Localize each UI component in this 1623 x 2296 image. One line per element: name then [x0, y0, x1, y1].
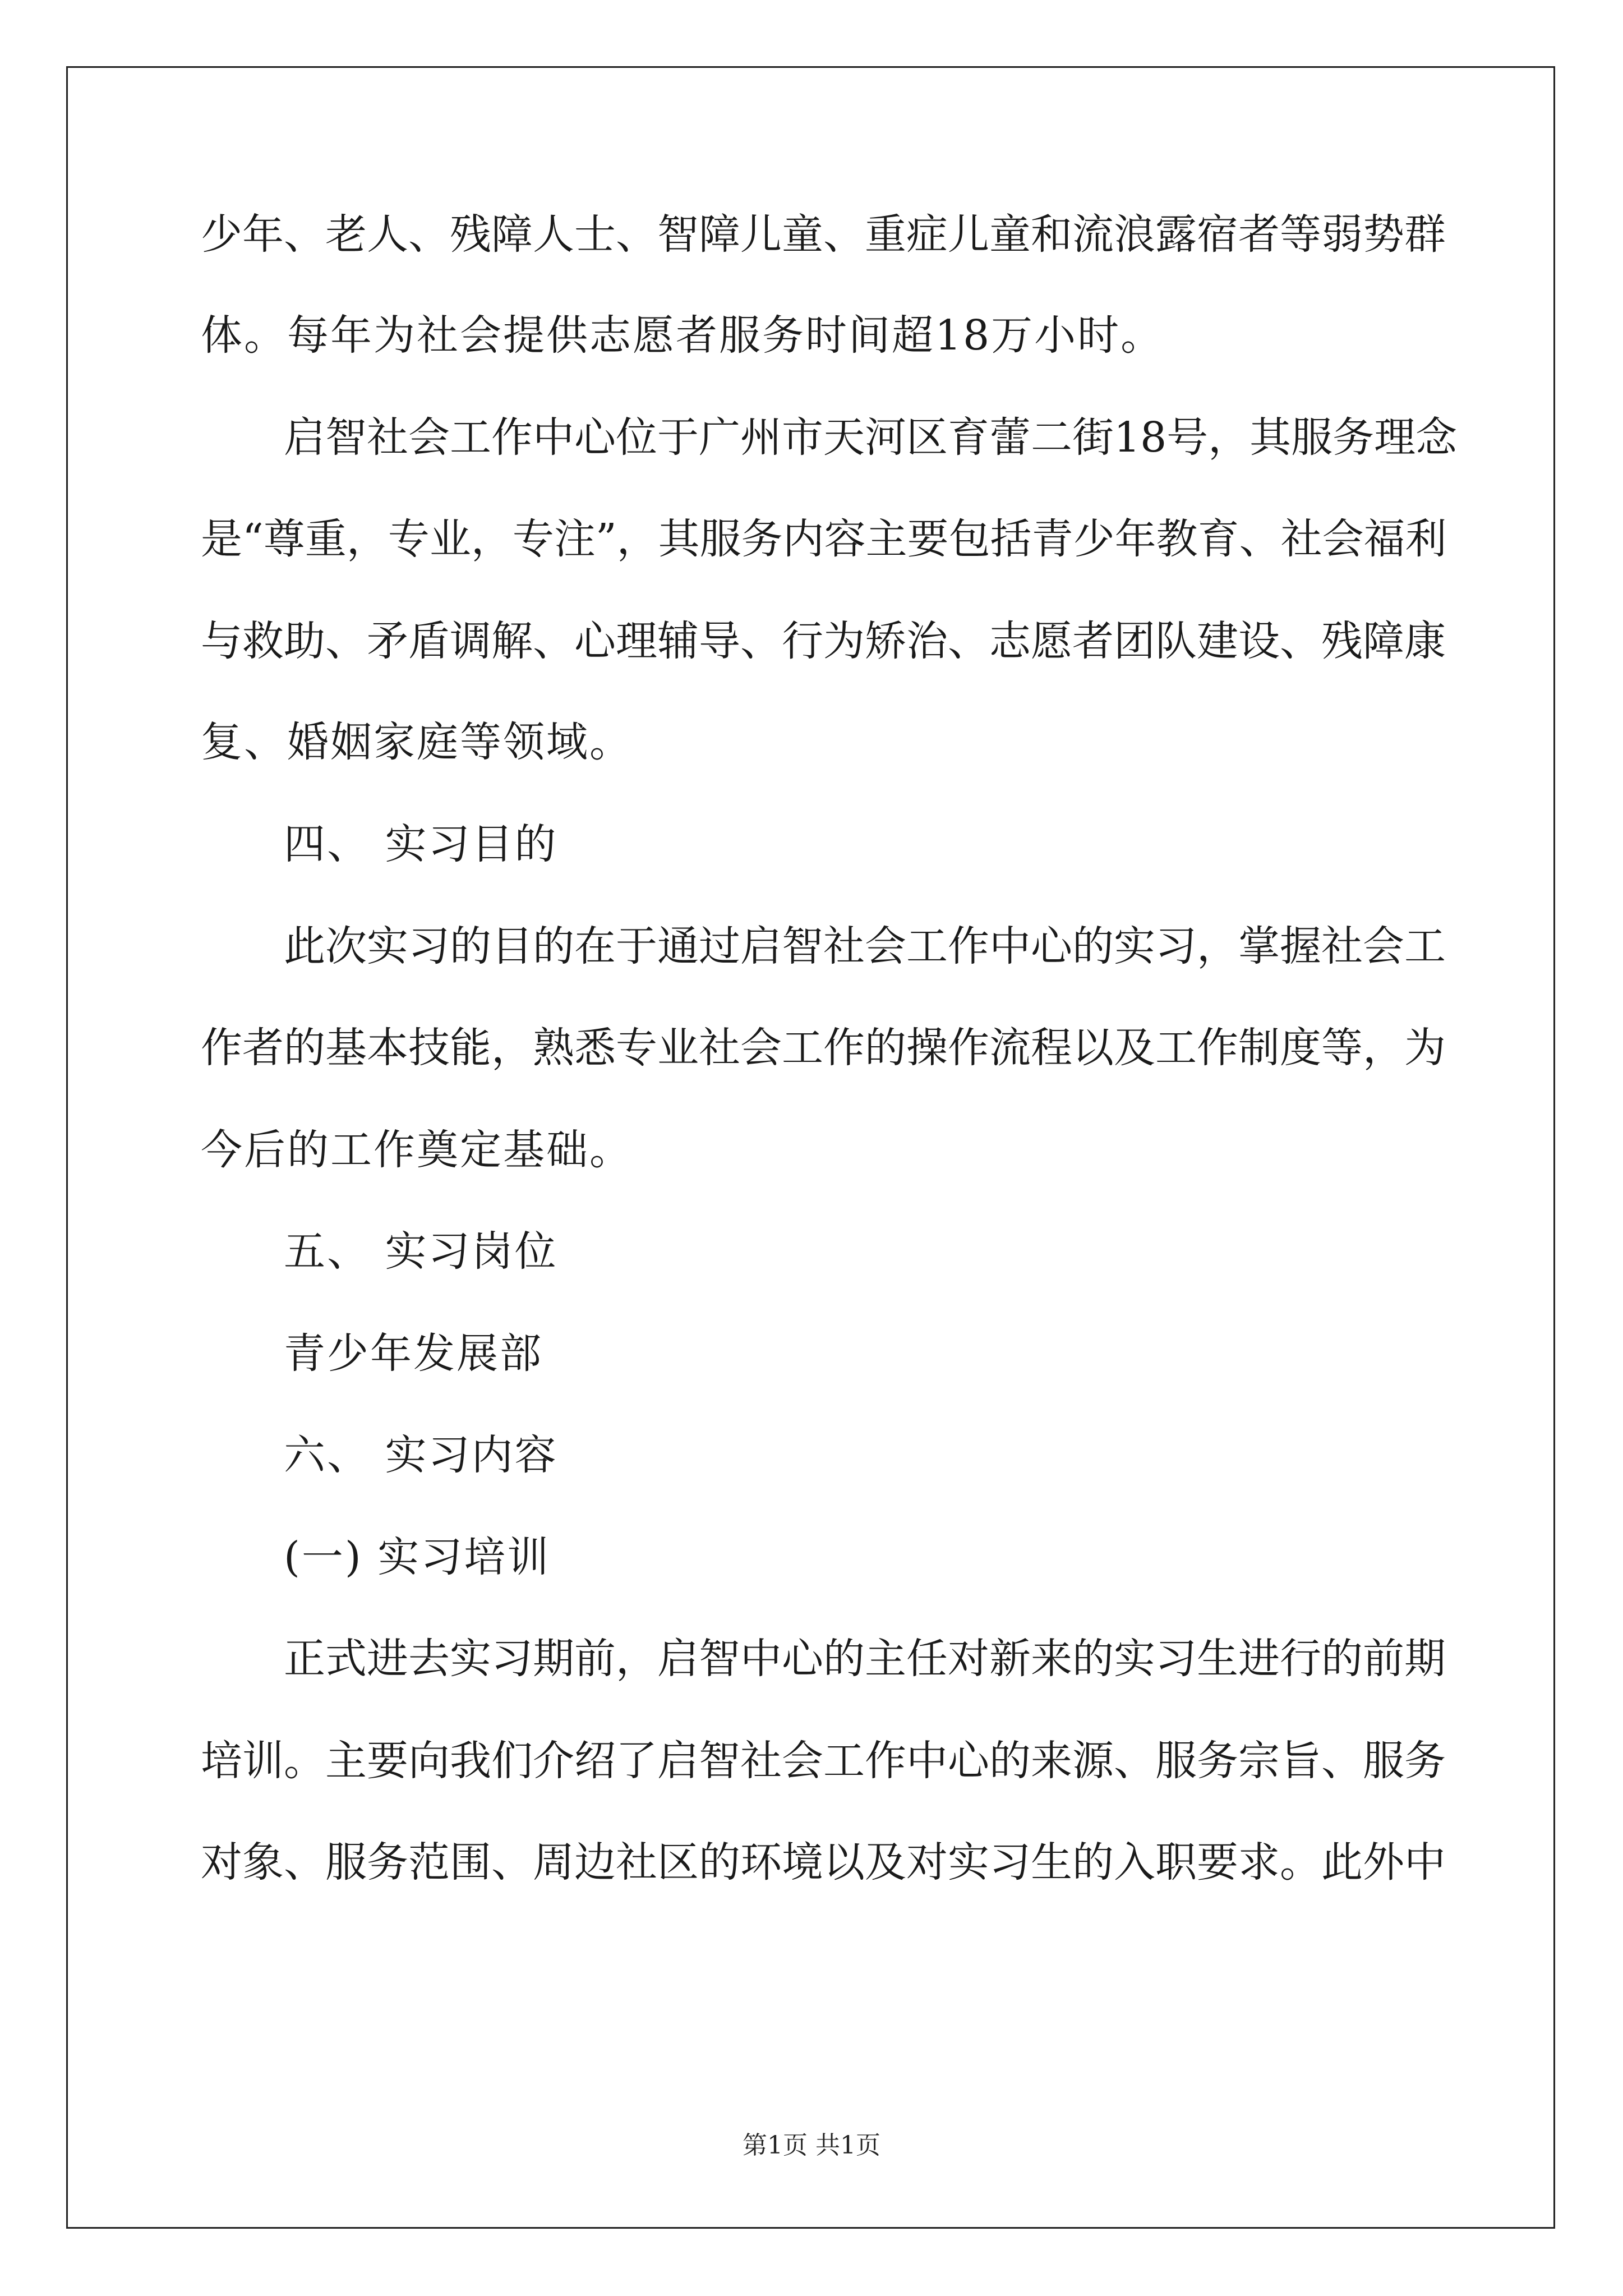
section-heading: 四、 实习目的 [284, 820, 558, 868]
paragraph-line: 此次实习的目的在于通过启智社会工作中心的实习，掌握社会工 [284, 922, 1446, 970]
paragraph-line: 作者的基本技能，熟悉专业社会工作的操作流程以及工作制度等，为 [201, 1024, 1446, 1072]
paragraph-line: 体。每年为社会提供志愿者服务时间超18万小时。 [201, 311, 1164, 360]
paragraph-line: 今后的工作奠定基础。 [201, 1126, 633, 1174]
section-heading: 六、 实习内容 [284, 1431, 558, 1479]
paragraph-line: 正式进去实习期前，启智中心的主任对新来的实习生进行的前期 [284, 1635, 1446, 1683]
paragraph-line: 少年、老人、残障人士、智障儿童、重症儿童和流浪露宿者等弱势群 [201, 210, 1446, 259]
page-number-footer: 第1页 共1页 [743, 2131, 880, 2160]
paragraph-line: 启智社会工作中心位于广州市天河区育蕾二街18号，其服务理念 [284, 413, 1458, 462]
subsection-heading: (一) 实习培训 [284, 1533, 551, 1581]
paragraph-line: 青少年发展部 [284, 1329, 543, 1378]
paragraph-line: 与救助、矛盾调解、心理辅导、行为矫治、志愿者团队建设、残障康 [201, 617, 1446, 665]
paragraph-line: 是“尊重，专业，专注”，其服务内容主要包括青少年教育、社会福利 [201, 515, 1447, 563]
paragraph-line: 培训。主要向我们介绍了启智社会工作中心的来源、服务宗旨、服务 [201, 1737, 1446, 1785]
section-heading: 五、 实习岗位 [284, 1227, 558, 1276]
paragraph-line: 复、婚姻家庭等领域。 [201, 718, 633, 766]
paragraph-line: 对象、服务范围、周边社区的环境以及对实习生的入职要求。此外中 [201, 1838, 1446, 1887]
